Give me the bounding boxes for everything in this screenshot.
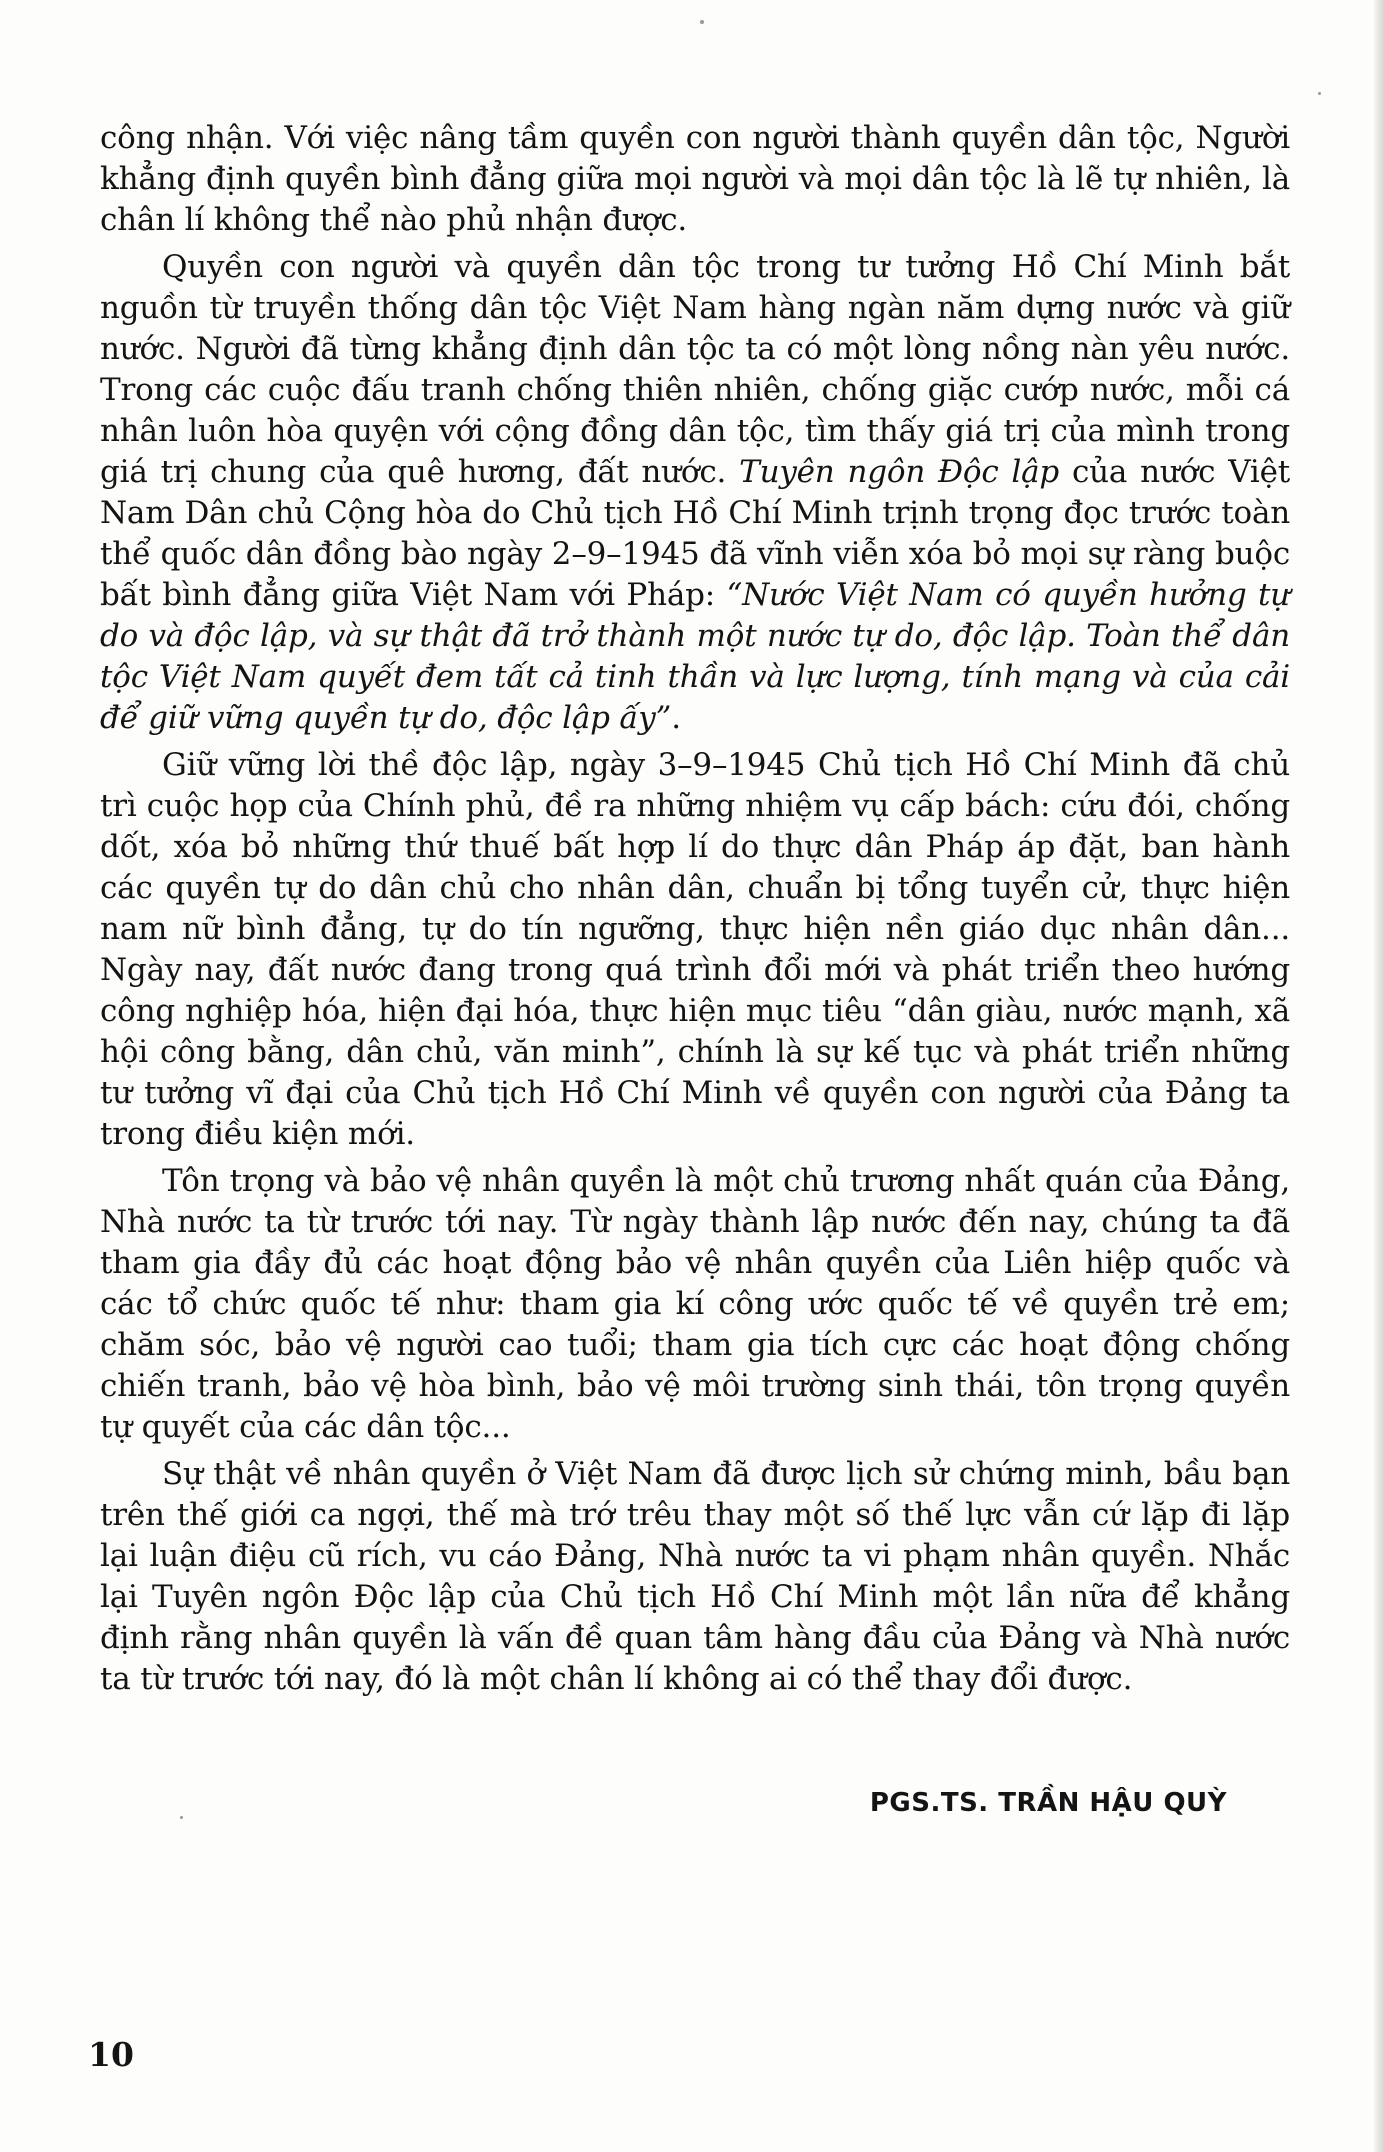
- paragraph: [100, 745, 1290, 1155]
- page-number: 10: [88, 2035, 134, 2074]
- article-body: [100, 118, 1290, 1706]
- paragraph: [100, 1161, 1290, 1448]
- scan-speck: [700, 20, 704, 24]
- scan-speck: [1318, 92, 1321, 95]
- paragraph: [100, 118, 1290, 241]
- page-edge-shadow: [1374, 0, 1384, 2152]
- italic-text: Tuyên ngôn Độc lập: [739, 454, 1060, 490]
- text-run: Tôn trọng và bảo vệ nhân quyền là một chủ trương nhất quán của Đảng, Nhà nước ta từ trước tới nay. Từ ngày thành lập nước đến nay, chúng ta đã tham gia đầy đủ các hoạt động bảo vệ nhân quyền của Liên hiệp quốc và các tổ chức quốc tế như: tham gia kí công ước quốc tế về quyền trẻ em; chăm sóc, bảo vệ người cao tuổi; tham gia tích cực các hoạt động chống chiến tranh, bảo vệ hòa bình, bảo vệ môi trường sinh thái, tôn trọng quyền tự quyết của các dân tộc...: [100, 1163, 1290, 1445]
- text-run: của nước Việt Nam Dân chủ Cộng hòa do Chủ tịch Hồ Chí Minh trịnh trọng đọc trước toàn thể quốc dân đồng bào ngày 2–9–1945 đã vĩnh viễn xóa bỏ mọi sự ràng buộc bất bình đẳng giữa Việt Nam với Pháp:: [100, 454, 1290, 613]
- text-run: Sự thật về nhân quyền ở Việt Nam đã được lịch sử chứng minh, bầu bạn trên thế giới ca ngợi, thế mà trớ trêu thay một số thế lực vẫn cứ lặp đi lặp lại luận điệu cũ rích, vu cáo Đảng, Nhà nước ta vi phạm nhân quyền. Nhắc lại Tuyên ngôn Độc lập của Chủ tịch Hồ Chí Minh một lần nữa để khẳng định rằng nhân quyền là vấn đề quan tâm hàng đầu của Đảng và Nhà nước ta từ trước tới nay, đó là một chân lí không ai có thể thay đổi được.: [100, 1456, 1290, 1697]
- text-run: Quyền con người và quyền dân tộc trong tư tưởng Hồ Chí Minh bắt nguồn từ truyền thống dân tộc Việt Nam hàng ngàn năm dựng nước và giữ nước. Người đã từng khẳng định dân tộc ta có một lòng nồng nàn yêu nước. Trong các cuộc đấu tranh chống thiên nhiên, chống giặc cướp nước, mỗi cá nhân luôn hòa quyện với cộng đồng dân tộc, tìm thấy giá trị của mình trong giá trị chung của quê hương, đất nước.: [100, 249, 1290, 490]
- text-run: Giữ vững lời thề độc lập, ngày 3–9–1945 Chủ tịch Hồ Chí Minh đã chủ trì cuộc họp của Chính phủ, đề ra những nhiệm vụ cấp bách: cứu đói, chống dốt, xóa bỏ những thứ thuế bất hợp lí do thực dân Pháp áp đặt, ban hành các quyền tự do dân chủ cho nhân dân, chuẩn bị tổng tuyển cử, thực hiện nam nữ bình đẳng, tự do tín ngưỡng, thực hiện nền giáo dục nhân dân... Ngày nay, đất nước đang trong quá trình đổi mới và phát triển theo hướng công nghiệp hóa, hiện đại hóa, thực hiện mục tiêu “dân giàu, nước mạnh, xã hội công bằng, dân chủ, văn minh”, chính là sự kế tục và phát triển những tư tưởng vĩ đại của Chủ tịch Hồ Chí Minh về quyền con người của Đảng ta trong điều kiện mới.: [100, 747, 1290, 1152]
- paragraph: [100, 1454, 1290, 1700]
- italic-text: “Nước Việt Nam có quyền hưởng tự do và độc lập, và sự thật đã trở thành một nước tự do, độc lập. Toàn thể dân tộc Việt Nam quyết đem tất cả tinh thần và lực lượng, tính mạng và của cải để giữ vững quyền tự do, độc lập ấy”: [100, 577, 1291, 736]
- paragraph: [100, 247, 1290, 739]
- author-signature: PGS.TS. TRẦN HẬU QUỲ: [869, 1788, 1227, 1818]
- text-run: .: [671, 700, 681, 736]
- text-run: công nhận. Với việc nâng tầm quyền con người thành quyền dân tộc, Người khẳng định quyền bình đẳng giữa mọi người và mọi dân tộc là lẽ tự nhiên, là chân lí không thể nào phủ nhận được.: [100, 120, 1290, 238]
- scan-speck: [180, 1816, 183, 1819]
